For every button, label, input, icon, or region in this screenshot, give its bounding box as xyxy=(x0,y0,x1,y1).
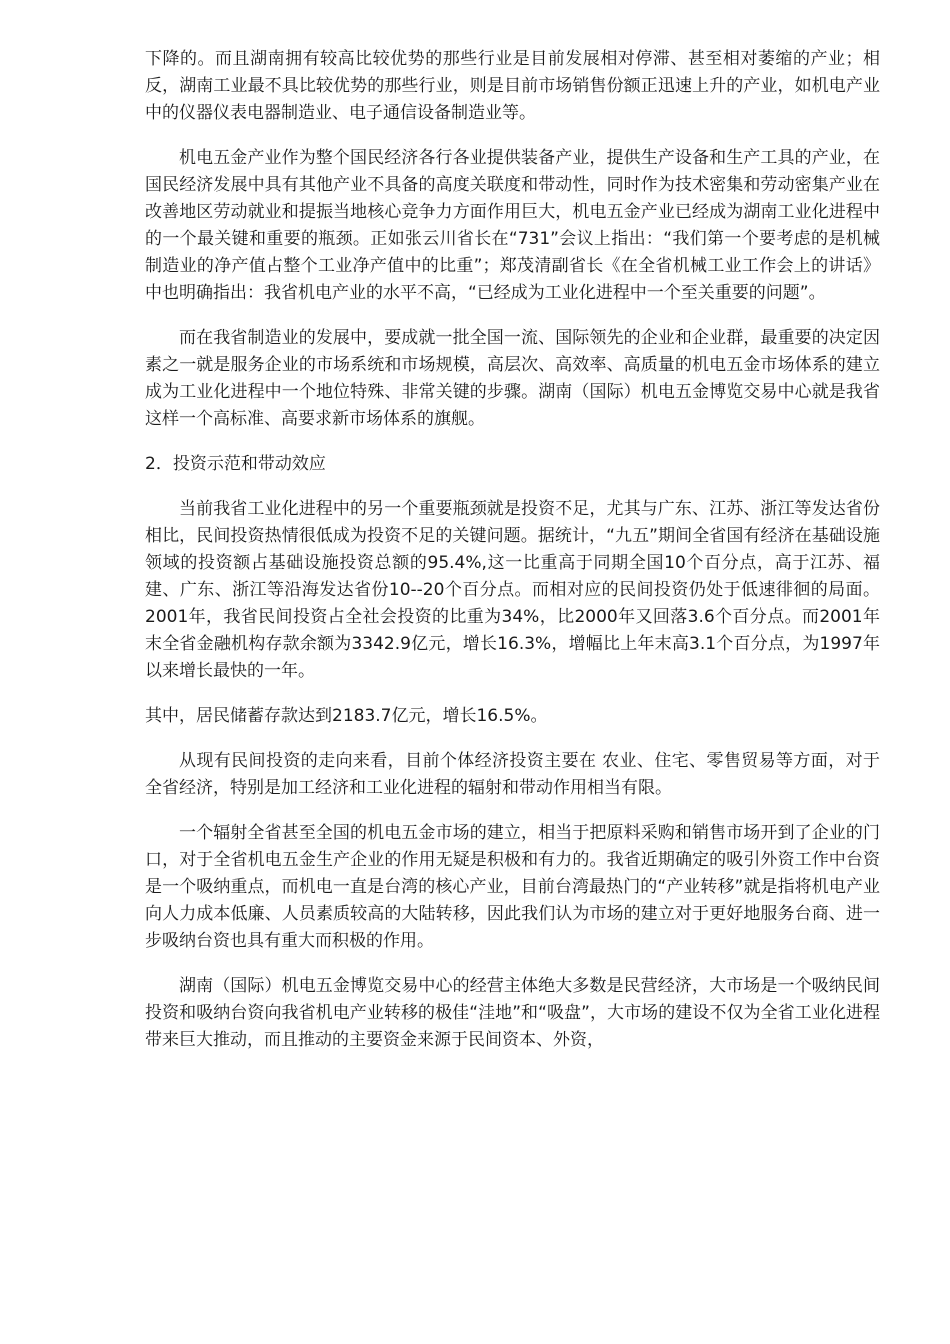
paragraph-savings-deposits: 其中，居民储蓄存款达到2183.7亿元，增长16.5%。 xyxy=(145,706,548,726)
paragraph-private-investment: 从现有民间投资的走向来看，目前个体经济投资主要在 农业、住宅、零售贸易等方面，对于全省经济，特别是加工经济和工业化进程的辐射和带动作用相当有限。 xyxy=(145,751,880,798)
paragraph-market-system: 而在我省制造业的发展中，要成就一批全国一流、国际领先的企业和企业群，最重要的决定因素之一就是服务企业的市场系统和市场规模，高层次、高效率、高质量的机电五金市场体系的建立成为工业化进程中一个地位特殊、非常关键的步骤。湖南（国际）机电五金博览交易中心就是我省这样一个高标准、高要求新市场体系的旗舰。 xyxy=(145,328,880,429)
section-heading-investment: 2．投资示范和带动效应 xyxy=(145,454,326,474)
paragraph-industry-decline: 下降的。而且湖南拥有较高比较优势的那些行业是目前发展相对停滞、甚至相对萎缩的产业；相反，湖南工业最不具比较优势的那些行业，则是目前市场销售份额正迅速上升的产业，如机电产业中的仪器仪表电器制造业、电子通信设备制造业等。 xyxy=(145,49,880,123)
paragraph-market-radiation: 一个辐射全省甚至全国的机电五金市场的建立，相当于把原料采购和销售市场开到了企业的门口，对于全省机电五金生产企业的作用无疑是积极和有力的。我省近期确定的吸引外资工作中台资是一个吸纳重点，而机电一直是台湾的核心产业，目前台湾最热门的“产业转移”就是指将机电产业向人力成本低廉、人员素质较高的大陆转移，因此我们认为市场的建立对于更好地服务台商、进一步吸纳台资也具有重大而积极的作用。 xyxy=(145,823,880,951)
paragraph-investment-shortage: 当前我省工业化进程中的另一个重要瓶颈就是投资不足，尤其与广东、江苏、浙江等发达省份相比，民间投资热情很低成为投资不足的关键问题。据统计，“九五”期间全省国有经济在基础设施领域的投资额占基础设施投资总额的95.4%,这一比重高于同期全国10个百分点，高于江苏、福建、广东、浙江等沿海发达省份10--20个百分点。而相对应的民间投资仍处于低速徘徊的局面。2001年，我省民间投资占全社会投资的比重为34%，比2000年又回落3.6个百分点。而2001年末全省金融机构存款余额为3342.9亿元，增长16.3%，增幅比上年末高3.1个百分点，为1997年以来增长最快的一年。 xyxy=(145,499,880,681)
paragraph-mechatronics-industry: 机电五金产业作为整个国民经济各行各业提供装备产业，提供生产设备和生产工具的产业，在国民经济发展中具有其他产业不具备的高度关联度和带动性，同时作为技术密集和劳动密集产业在改善地区劳动就业和提振当地核心竞争力方面作用巨大，机电五金产业已经成为湖南工业化进程中的一个最关键和重要的瓶颈。正如张云川省长在“731”会议上指出：“我们第一个要考虑的是机械制造业的净产值占整个工业净产值中的比重”；郑茂清副省长《在全省机械工业工作会上的讲话》中也明确指出：我省机电产业的水平不高，“已经成为工业化进程中一个至关重要的问题”。 xyxy=(145,148,880,303)
document-page xyxy=(145,46,880,1072)
paragraph-exchange-center: 湖南（国际）机电五金博览交易中心的经营主体绝大多数是民营经济，大市场是一个吸纳民间投资和吸纳台资向我省机电产业转移的极佳“洼地”和“吸盘”，大市场的建设不仅为全省工业化进程带来巨大推动，而且推动的主要资金来源于民间资本、外资， xyxy=(145,976,880,1050)
